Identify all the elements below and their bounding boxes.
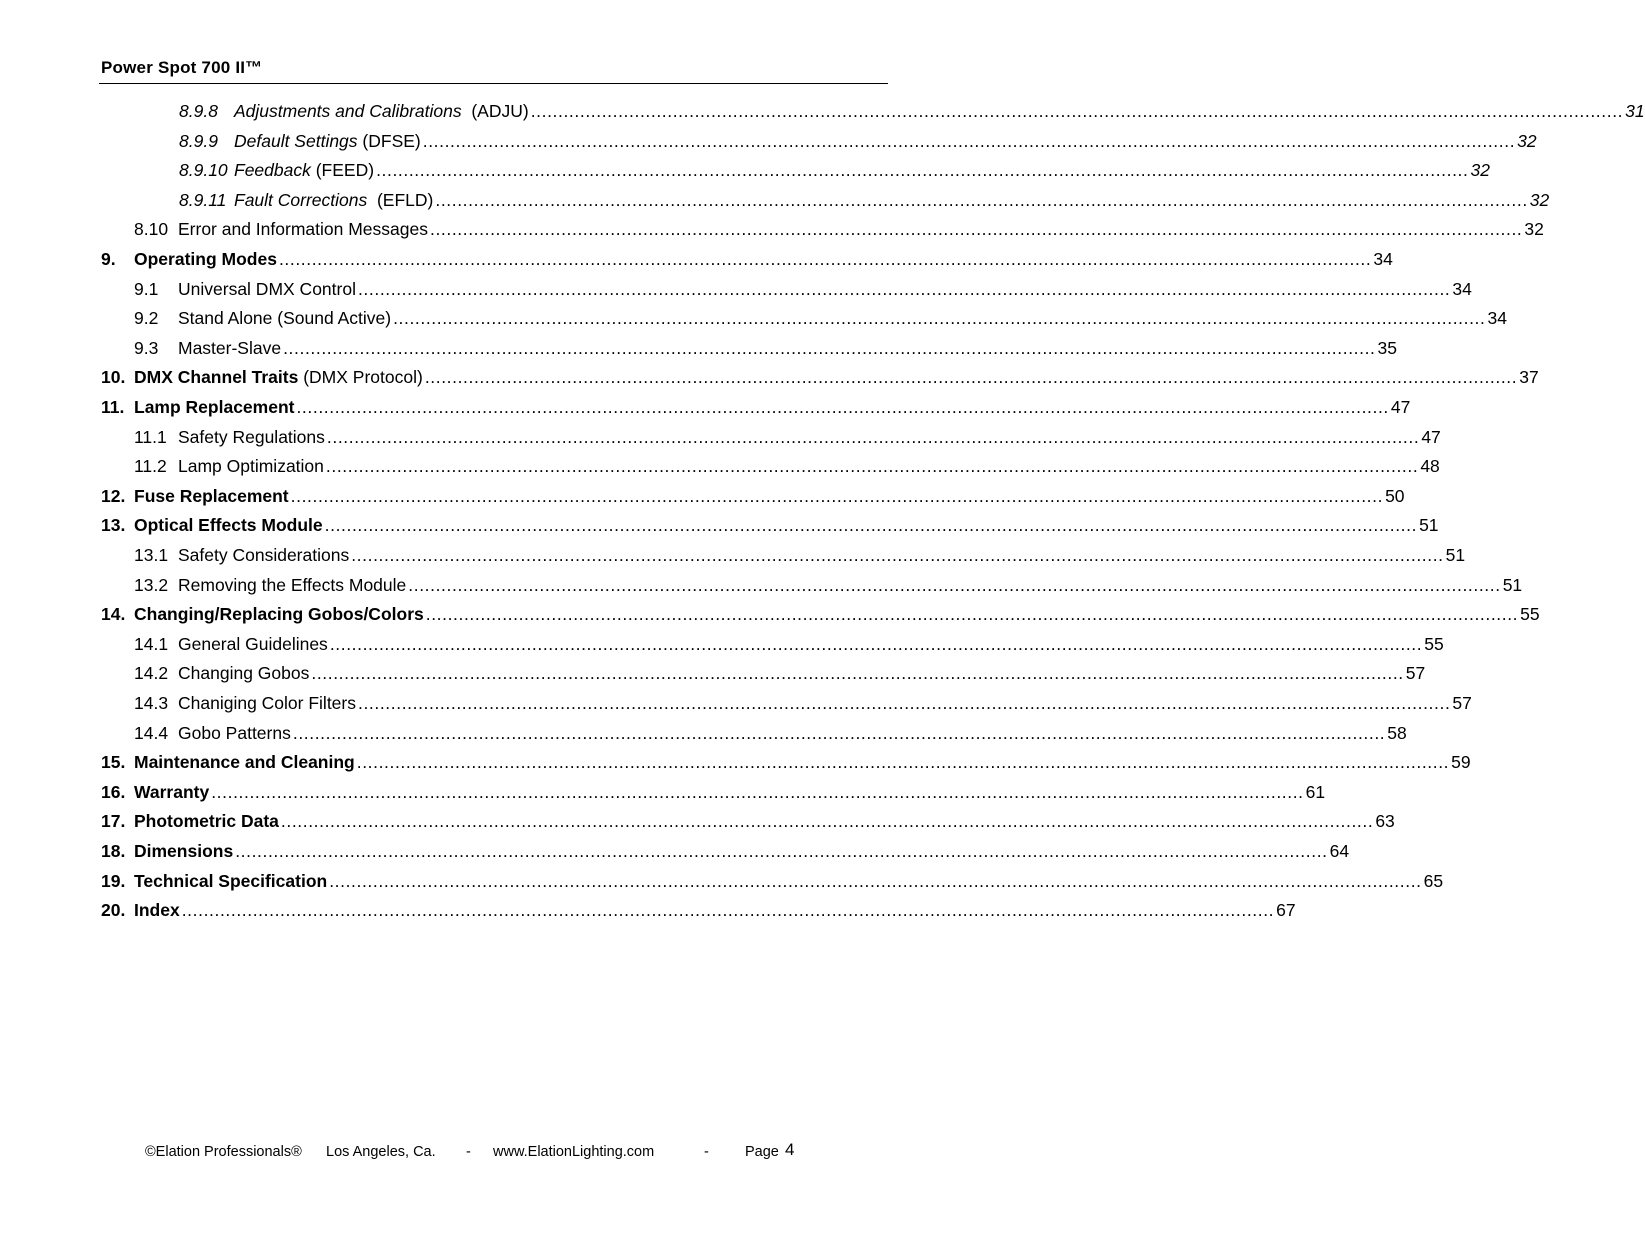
toc-entry-title: Gobo Patterns [178, 722, 291, 743]
toc-entry[interactable] [0, 96, 1645, 126]
toc-entry-title: Removing the Effects Module [178, 574, 407, 595]
toc-entry-title: Safety Regulations [178, 426, 325, 447]
toc-entry[interactable] [0, 599, 1540, 629]
dot-leader: ........................................................................................................................................................................................................ [235, 841, 1328, 861]
dot-leader: ........................................................................................................................................................................................................ [408, 574, 1501, 595]
toc-entry-page: 58 [1387, 722, 1407, 743]
toc-entry-title: Default Settings [234, 130, 358, 151]
dot-leader: ........................................................................................................................................................................................................ [351, 545, 1444, 565]
toc-entry-page: 67 [1276, 900, 1296, 921]
toc-entry-page: 32 [1517, 130, 1537, 151]
toc-entry-page: 32 [1524, 219, 1544, 240]
toc-entry-number: 8.9.10 [179, 160, 228, 181]
toc-entry[interactable] [0, 777, 1326, 807]
toc-entry-page: 57 [1405, 663, 1426, 684]
toc-entry[interactable] [0, 244, 1393, 274]
toc-entry-number: 18. [101, 841, 126, 861]
toc-entry-number: 12. [101, 485, 126, 506]
toc-entry[interactable] [0, 362, 1539, 392]
toc-entry-number: 14.1 [134, 633, 169, 654]
dot-leader: ........................................................................................................................................................................................................ [357, 278, 1451, 299]
toc-entry-suffix: (DMX Protocol) [298, 367, 423, 388]
toc-entry[interactable] [0, 658, 1426, 688]
dot-leader: ........................................................................................................................................................................................................ [325, 456, 1419, 477]
toc-entry-title: Changing/Replacing Gobos/Colors [134, 604, 424, 625]
toc-entry-number: 13.1 [134, 545, 169, 565]
toc-entry-page: 51 [1445, 545, 1466, 565]
toc-entry-suffix: (DFSE) [357, 130, 421, 151]
footer-company: ©Elation Professionals® [145, 1144, 302, 1160]
dot-leader: ........................................................................................................................................................................................................ [278, 249, 1372, 269]
dot-leader: ........................................................................................................................................................................................................ [530, 101, 1624, 121]
dot-leader: ........................................................................................................................................................................................................ [376, 160, 1469, 181]
toc-entry-page: 37 [1519, 367, 1539, 388]
toc-entry-page: 35 [1377, 337, 1397, 358]
toc-entry-number: 13. [101, 515, 126, 536]
toc-entry-page: 34 [1487, 308, 1507, 329]
toc-entry-page: 32 [1529, 189, 1550, 210]
footer-page-number: 4 [785, 1140, 795, 1159]
dot-leader: ........................................................................................................................................................................................................ [280, 811, 1374, 832]
toc-entry-page: 50 [1385, 485, 1405, 506]
toc-entry-page: 34 [1452, 278, 1472, 299]
toc-entry-suffix: (EFLD) [367, 189, 434, 210]
toc-entry-page: 61 [1305, 781, 1326, 802]
toc-entry-page: 47 [1421, 426, 1441, 447]
toc-entry-number: 8.10 [134, 219, 169, 240]
dot-leader: ........................................................................................................................................................................................................ [290, 485, 1384, 506]
toc-entry[interactable] [0, 747, 1471, 777]
toc-entry-number: 9.1 [134, 278, 159, 299]
toc-entry[interactable] [0, 392, 1411, 422]
toc-entry-page: 34 [1373, 249, 1393, 269]
toc-entry-title: Lamp Replacement [134, 397, 295, 417]
toc-entry-number: 14.2 [134, 663, 169, 684]
toc-entry[interactable] [0, 303, 1507, 333]
toc-entry-page: 31 [1625, 101, 1645, 121]
toc-entry-page: 51 [1419, 515, 1439, 536]
toc-entry-title: Dimensions [134, 841, 234, 861]
toc-entry-number: 11.2 [134, 456, 167, 477]
toc-entry-page: 57 [1452, 693, 1472, 713]
toc-entry-number: 11.1 [134, 426, 167, 447]
toc-entry[interactable] [0, 688, 1472, 718]
toc-entry-title: Changing Gobos [178, 663, 310, 684]
footer-separator: - [466, 1144, 471, 1160]
toc-entry-title: Optical Effects Module [134, 515, 323, 536]
dot-leader: ........................................................................................................................................................................................................ [425, 604, 1519, 625]
toc-entry-title: Master-Slave [178, 337, 282, 358]
toc-entry-title: Lamp Optimization [178, 456, 324, 477]
dot-leader: ........................................................................................................................................................................................................ [435, 189, 1528, 210]
dot-leader: ........................................................................................................................................................................................................ [324, 515, 1418, 536]
toc-entry[interactable] [0, 718, 1407, 748]
footer-location: Los Angeles, Ca. [326, 1144, 436, 1160]
toc-entry-title: Maintenance and Cleaning [134, 752, 355, 773]
toc-entry-title: Chaniging Color Filters [178, 693, 356, 713]
toc-entry-page: 64 [1329, 841, 1350, 861]
toc-entry[interactable] [0, 333, 1397, 363]
toc-entry[interactable] [0, 806, 1395, 836]
toc-entry-title: General Guidelines [178, 633, 328, 654]
toc-entry-page: 51 [1502, 574, 1523, 595]
toc-entry-number: 8.9.11 [179, 189, 227, 210]
toc-entry-page: 47 [1390, 397, 1411, 417]
dot-leader: ........................................................................................................................................................................................................ [292, 722, 1386, 743]
toc-entry-number: 14.3 [134, 693, 169, 713]
toc-entry-number: 8.9.9 [179, 130, 218, 151]
toc-entry-suffix: (FEED) [310, 160, 375, 181]
toc-entry-title: Fault Corrections [234, 189, 368, 210]
dot-leader: ........................................................................................................................................................................................................ [211, 781, 1304, 802]
toc-entry-number: 19. [101, 870, 126, 891]
dot-leader: ........................................................................................................................................................................................................ [311, 663, 1404, 684]
toc-entry-number: 15. [101, 752, 126, 773]
toc-entry-page: 55 [1520, 604, 1540, 625]
footer-separator: - [704, 1144, 709, 1160]
toc-entry-number: 10. [101, 367, 126, 388]
toc-entry-title: DMX Channel Traits [134, 367, 299, 388]
toc-entry[interactable] [0, 155, 1490, 185]
dot-leader: ........................................................................................................................................................................................................ [393, 308, 1486, 329]
toc-entry-number: 14.4 [134, 722, 169, 743]
toc-entry-number: 16. [101, 781, 126, 802]
toc-entry-number: 8.9.8 [179, 101, 218, 121]
toc-entry-number: 17. [101, 811, 126, 832]
toc-entry[interactable] [0, 510, 1439, 540]
footer-page-label: Page [745, 1144, 779, 1160]
toc-entry[interactable] [0, 422, 1441, 452]
toc-entry[interactable] [0, 451, 1440, 481]
dot-leader: ........................................................................................................................................................................................................ [296, 397, 1389, 417]
dot-leader: ........................................................................................................................................................................................................ [329, 633, 1423, 654]
toc-entry[interactable] [0, 866, 1444, 896]
toc-entry[interactable] [0, 274, 1472, 304]
toc-entry[interactable] [0, 214, 1544, 244]
dot-leader: ........................................................................................................................................................................................................ [326, 426, 1420, 447]
toc-entry[interactable] [0, 481, 1405, 511]
dot-leader: ........................................................................................................................................................................................................ [329, 870, 1422, 891]
toc-entry-title: Warranty [134, 781, 210, 802]
toc-entry-page: 32 [1470, 160, 1490, 181]
toc-entry[interactable] [0, 836, 1350, 866]
header-divider [99, 83, 888, 84]
toc-entry[interactable] [0, 540, 1466, 570]
toc-entry-suffix: (ADJU) [461, 101, 529, 121]
toc-entry-title: Stand Alone (Sound Active) [178, 308, 392, 329]
toc-entry-number: 9.2 [134, 308, 159, 329]
toc-entry-number: 14. [101, 604, 126, 625]
toc-entry-page: 59 [1451, 752, 1471, 773]
toc-entry-title: Technical Specification [134, 870, 328, 891]
toc-entry-title: Fuse Replacement [134, 485, 289, 506]
toc-entry-title: Safety Considerations [178, 545, 350, 565]
toc-entry-number: 13.2 [134, 574, 169, 595]
toc-entry-title: Adjustments and Calibrations [234, 101, 462, 121]
toc-entry-page: 63 [1375, 811, 1395, 832]
dot-leader: ........................................................................................................................................................................................................ [283, 337, 1376, 358]
toc-entry-page: 65 [1423, 870, 1444, 891]
toc-entry-title: Universal DMX Control [178, 278, 356, 299]
toc-entry[interactable] [0, 629, 1444, 659]
dot-leader: ........................................................................................................................................................................................................ [429, 219, 1523, 240]
toc-entry-number: 9. [101, 249, 116, 269]
dot-leader: ........................................................................................................................................................................................................ [356, 752, 1450, 773]
toc-entry-title: Feedback [234, 160, 311, 181]
toc-entry[interactable] [0, 185, 1550, 215]
footer-website: www.ElationLighting.com [493, 1144, 655, 1160]
toc-entry-title: Photometric Data [134, 811, 279, 832]
toc-entry[interactable] [0, 126, 1537, 156]
page-footer [0, 1140, 954, 1164]
toc-entry-number: 20. [101, 900, 126, 921]
toc-entry-page: 55 [1424, 633, 1444, 654]
dot-leader: ........................................................................................................................................................................................................ [424, 367, 1518, 388]
toc-entry-number: 11. [101, 397, 125, 417]
toc-entry[interactable] [0, 895, 1296, 925]
dot-leader: ........................................................................................................................................................................................................ [422, 130, 1516, 151]
dot-leader: ........................................................................................................................................................................................................ [358, 693, 1451, 713]
toc-entry-title: Index [134, 900, 180, 921]
toc-entry-number: 9.3 [134, 337, 159, 358]
toc-entry-title: Error and Information Messages [178, 219, 428, 240]
toc-entry-title: Operating Modes [134, 249, 277, 269]
toc-entry[interactable] [0, 570, 1523, 600]
toc-entry-page: 48 [1420, 456, 1440, 477]
dot-leader: ........................................................................................................................................................................................................ [181, 900, 1275, 921]
document-header-title: Power Spot 700 II™ [101, 58, 263, 77]
